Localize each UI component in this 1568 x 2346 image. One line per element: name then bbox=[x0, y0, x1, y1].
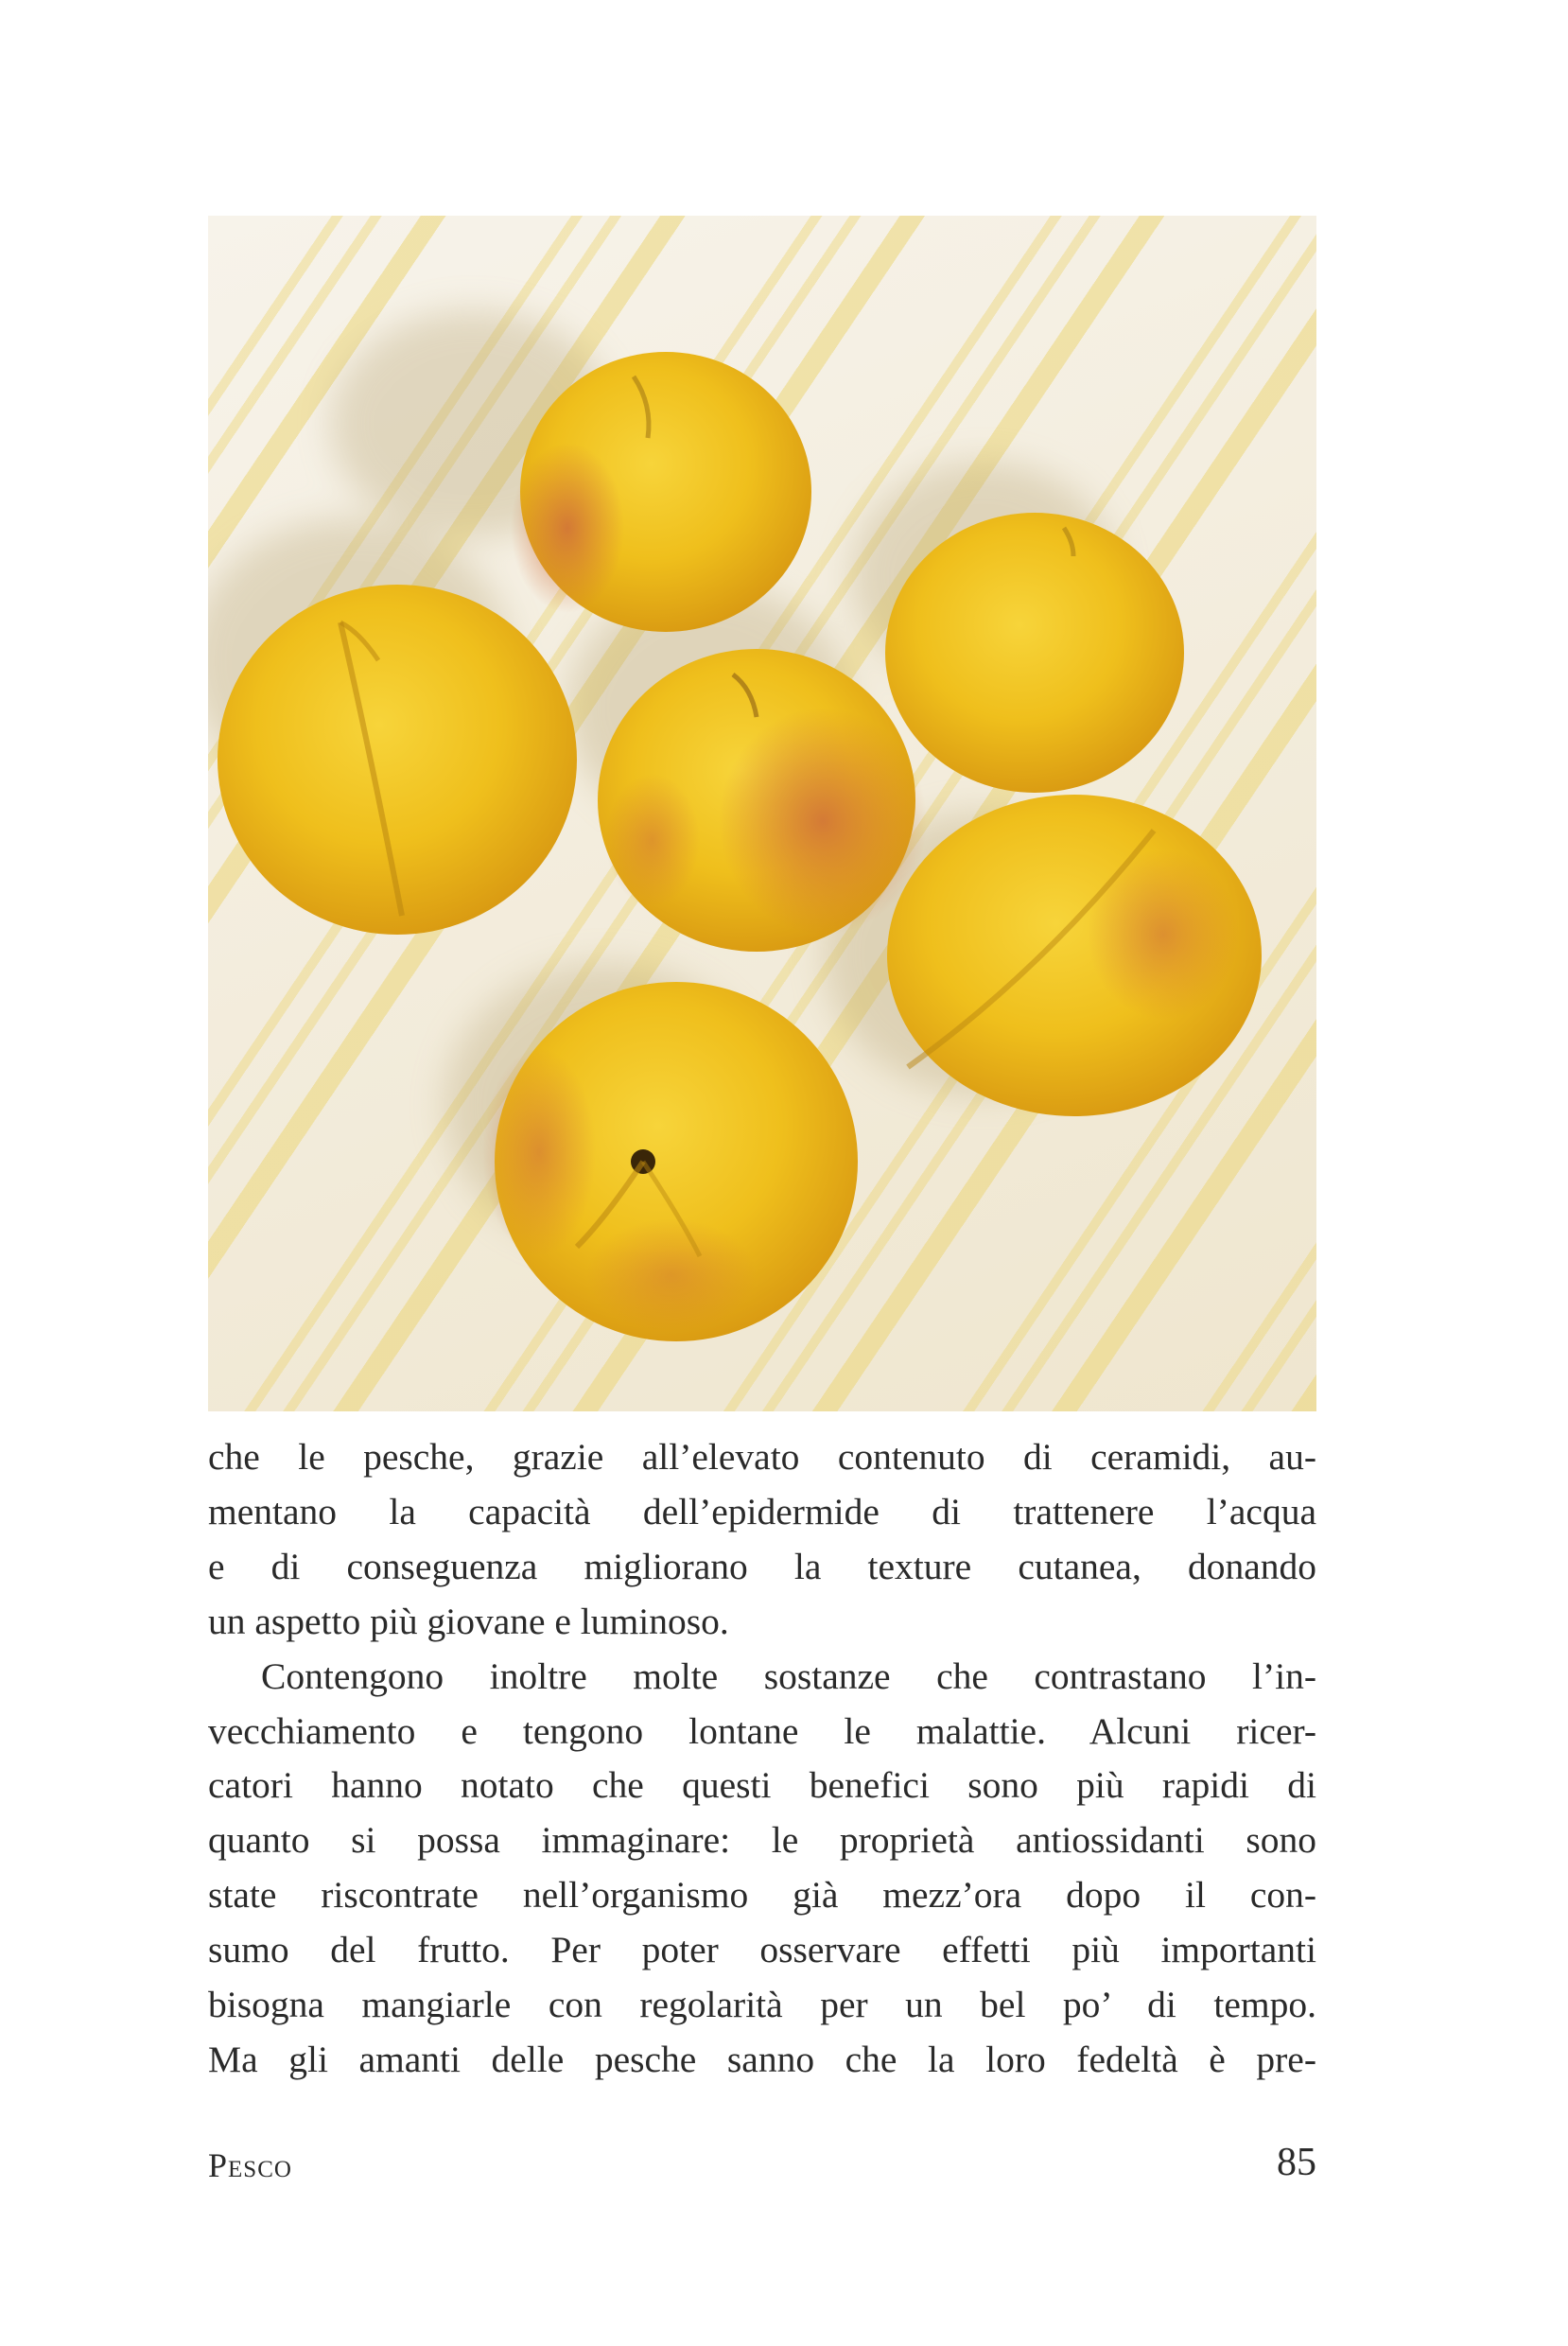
peaches-illustration bbox=[208, 216, 1316, 1411]
page-footer bbox=[208, 2140, 1316, 2197]
peaches-photo bbox=[208, 216, 1316, 1411]
text-line: bisogna mangiarle con regolarità per un bel po’ di tempo. bbox=[208, 1984, 1316, 2026]
paragraph-2 bbox=[208, 1650, 1316, 2088]
peach-5 bbox=[887, 795, 1262, 1116]
text-line: vecchiamento e tengono lontane le malattie. Alcuni ricer- bbox=[208, 1709, 1316, 1752]
text-line: quanto si possa immaginare: le proprietà antiossidanti sono bbox=[208, 1819, 1316, 1862]
page-number: 85 bbox=[1277, 2141, 1316, 2184]
text-line: Ma gli amanti delle pesche sanno che la loro fedeltà è pre- bbox=[208, 2038, 1316, 2080]
text-line: catori hanno notato che questi benefici sono più rapidi di bbox=[208, 1764, 1316, 1807]
text-line: che le pesche, grazie all’elevato contenuto di ceramidi, au- bbox=[208, 1436, 1316, 1478]
body-text bbox=[208, 1430, 1316, 2088]
running-title: Pesco bbox=[208, 2146, 292, 2184]
text-line: mentano la capacità dell’epidermide di trattenere l’acqua bbox=[208, 1490, 1316, 1532]
peach-4 bbox=[885, 513, 1184, 793]
text-line: sumo del frutto. Per poter osservare effetti più importanti bbox=[208, 1929, 1316, 1971]
text-line: state riscontrate nell’organismo già mezz’ora dopo il con- bbox=[208, 1874, 1316, 1917]
paragraph-1 bbox=[208, 1430, 1316, 1650]
text-line: e di conseguenza migliorano la texture cutanea, donando bbox=[208, 1545, 1316, 1587]
peach-3 bbox=[598, 649, 927, 952]
text-line: un aspetto più giovane e luminoso. bbox=[208, 1600, 729, 1642]
peach-2 bbox=[218, 585, 577, 935]
text-line: Contengono inoltre molte sostanze che contrastano l’in- bbox=[261, 1654, 1316, 1697]
